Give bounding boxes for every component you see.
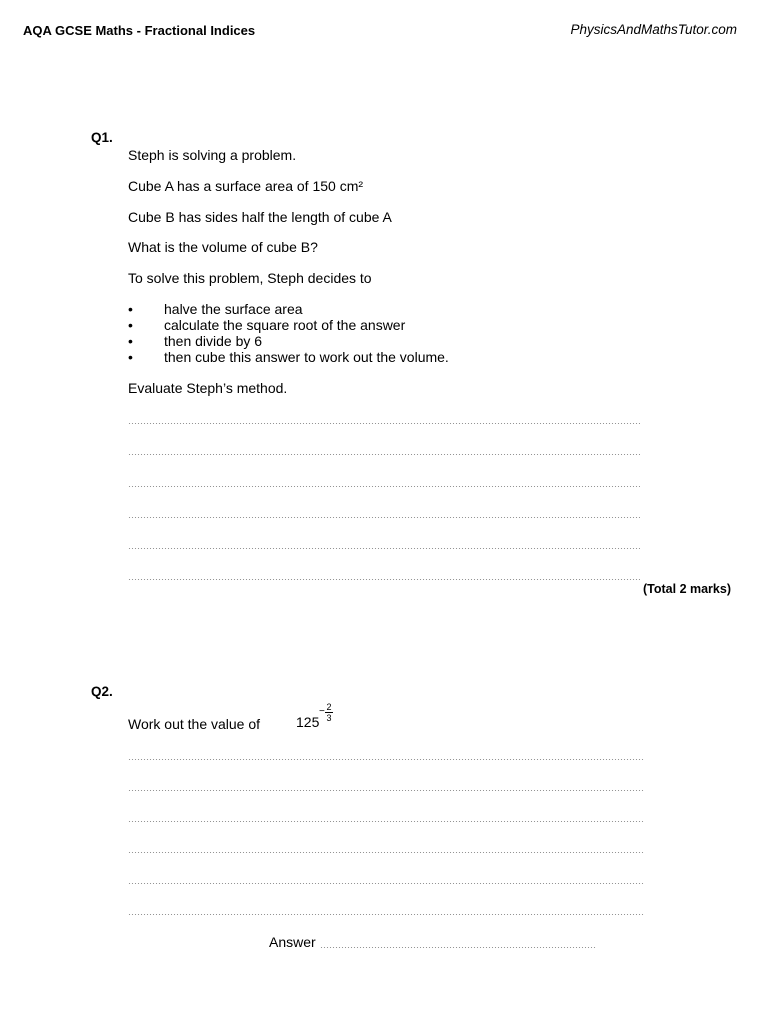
bullet-marker: • bbox=[128, 333, 133, 349]
q1-bullet-4: then cube this answer to work out the volume. bbox=[164, 349, 449, 365]
exponent-denominator: 3 bbox=[326, 713, 332, 723]
question-1-number: Q1. bbox=[91, 130, 113, 145]
document-title: AQA GCSE Maths - Fractional Indices bbox=[23, 23, 256, 38]
working-line bbox=[128, 777, 644, 793]
working-line bbox=[128, 808, 644, 824]
fractional-exponent bbox=[319, 702, 335, 723]
bullet-marker: • bbox=[128, 317, 133, 333]
q1-line-1: Steph is solving a problem. bbox=[128, 147, 297, 163]
q1-line-5: To solve this problem, Steph decides to bbox=[128, 270, 372, 286]
total-marks: (Total 2 marks) bbox=[643, 582, 731, 596]
q1-line-3: Cube B has sides half the length of cube A bbox=[128, 209, 392, 225]
exponent-numerator: 2 bbox=[326, 702, 332, 712]
working-line bbox=[128, 870, 644, 886]
working-line bbox=[128, 746, 644, 762]
q1-line-4: What is the volume of cube B? bbox=[128, 239, 318, 255]
expression-base: 125 bbox=[296, 714, 320, 730]
q2-prompt: Work out the value of bbox=[128, 716, 261, 732]
answer-line bbox=[128, 566, 640, 582]
q1-bullet-2: calculate the square root of the answer bbox=[164, 317, 406, 333]
q1-bullet-1: halve the surface area bbox=[164, 301, 303, 317]
answer-line bbox=[128, 535, 640, 551]
answer-line bbox=[128, 410, 640, 426]
q1-line-2: Cube A has a surface area of 150 cm² bbox=[128, 178, 364, 194]
q1-bullet-3: then divide by 6 bbox=[164, 333, 263, 349]
q1-prompt: Evaluate Steph’s method. bbox=[128, 380, 288, 396]
question-2-number: Q2. bbox=[91, 684, 113, 699]
answer-label: Answer bbox=[269, 934, 316, 950]
answer-line bbox=[128, 441, 640, 457]
answer-line bbox=[128, 504, 640, 520]
answer-line bbox=[128, 473, 640, 489]
bullet-marker: • bbox=[128, 349, 133, 365]
exponent-sign: − bbox=[319, 706, 325, 717]
working-line bbox=[128, 839, 644, 855]
working-line bbox=[128, 901, 644, 917]
site-name: PhysicsAndMathsTutor.com bbox=[570, 22, 737, 37]
answer-field[interactable] bbox=[320, 934, 596, 950]
bullet-marker: • bbox=[128, 301, 133, 317]
